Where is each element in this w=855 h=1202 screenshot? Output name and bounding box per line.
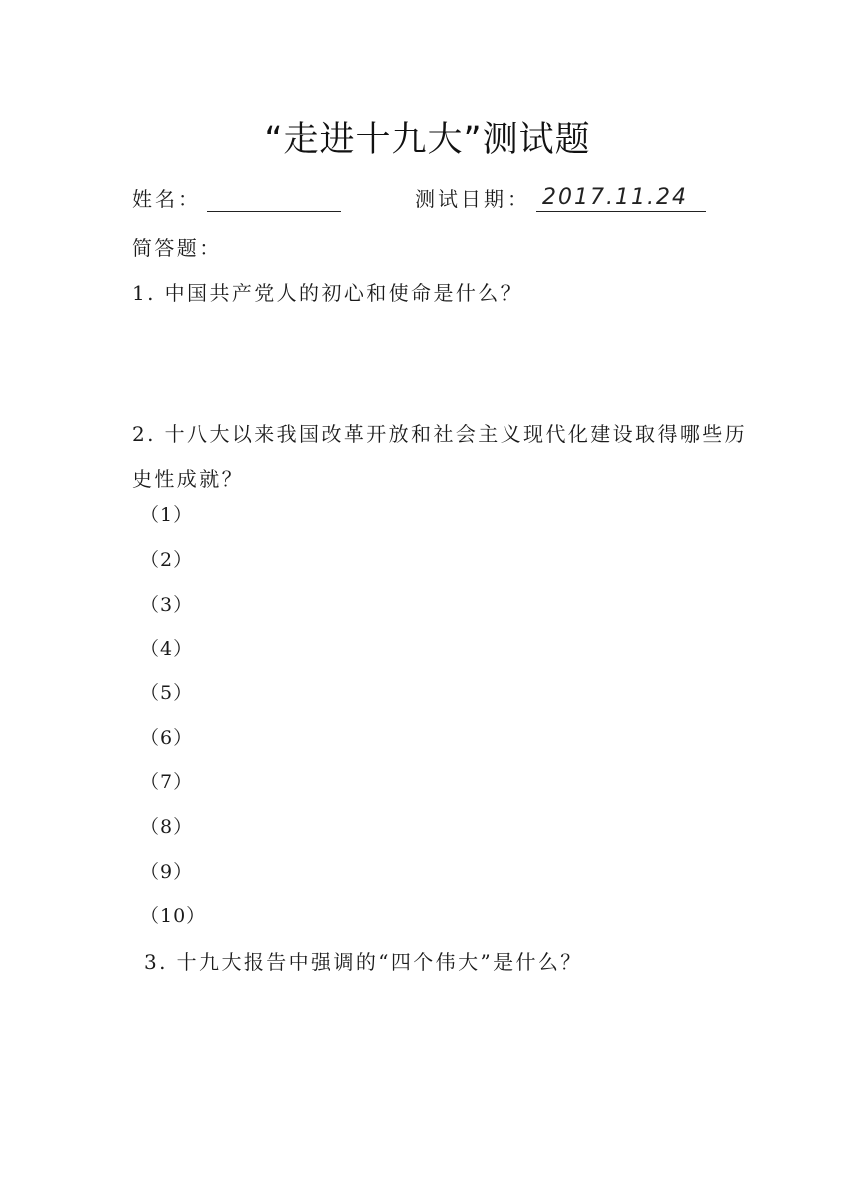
answer-item-3: （3）	[140, 594, 194, 616]
answer-item-4: （4）	[140, 638, 194, 660]
question-1: 1. 中国共产党人的初心和使命是什么？	[132, 281, 524, 305]
date-blank-line[interactable]	[536, 185, 706, 212]
name-blank-line[interactable]	[207, 189, 341, 212]
name-field	[132, 183, 341, 212]
answer-item-1: （1）	[140, 504, 194, 526]
document-title: “走进十九大”测试题	[264, 120, 591, 160]
answer-item-5: （5）	[140, 682, 194, 704]
handwritten-date: 2017.11.24	[542, 185, 688, 210]
section-label: 简答题：	[132, 236, 222, 260]
answer-item-8: （8）	[140, 816, 194, 838]
date-label: 测试日期：	[415, 187, 530, 211]
question-3: 3. 十九大报告中强调的“四个伟大”是什么？	[144, 950, 583, 974]
header-fields	[132, 183, 732, 213]
date-field	[415, 183, 706, 212]
name-label: 姓名：	[132, 187, 201, 211]
answer-item-6: （6）	[140, 727, 194, 749]
answer-item-2: （2）	[140, 549, 194, 571]
question-2: 2. 十八大以来我国改革开放和社会主义现代化建设取得哪些历史性成就？	[132, 422, 748, 491]
answer-item-9: （9）	[140, 861, 194, 883]
answer-item-10: （10）	[140, 905, 207, 927]
answer-item-7: （7）	[140, 771, 194, 793]
